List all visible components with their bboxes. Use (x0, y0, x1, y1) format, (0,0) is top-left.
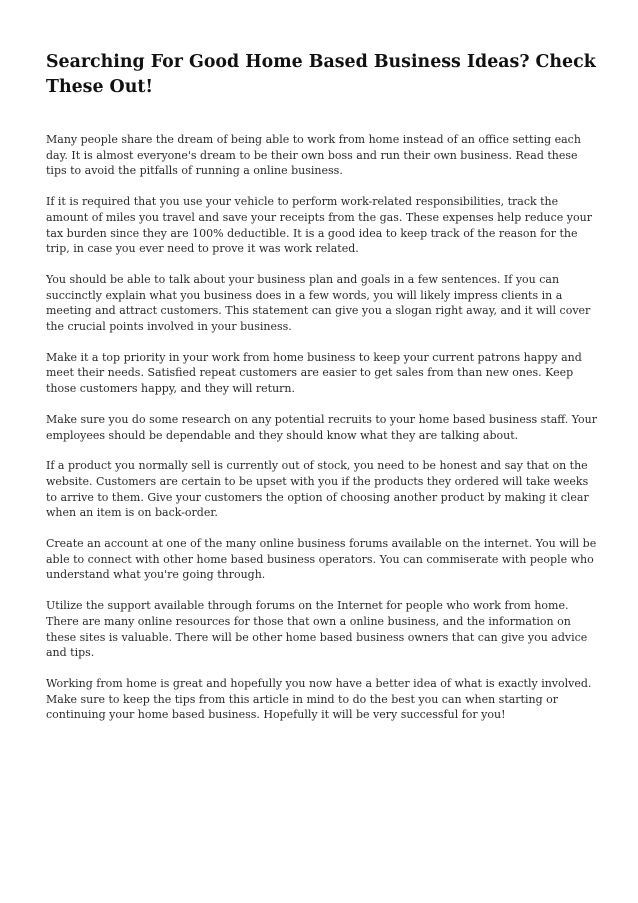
document-page (46, 50, 598, 738)
paragraph: If a product you normally sell is currently out of stock, you need to be honest and say that on the website. Customers are certain to be upset with you if the products they ordered will take weeks to arrive to them. Give your customers the option of choosing another product by making it clear when an item is on back-order. (46, 459, 589, 520)
paragraph: Make it a top priority in your work from home business to keep your current patrons happy and meet their needs. Satisfied repeat customers are easier to get sales from than new ones. Keep those customers happy, and they will return. (46, 350, 582, 396)
paragraph: Utilize the support available through forums on the Internet for people who work from home. There are many online resources for those that own a online business, and the information on these sites is valuable. There will be other home based business owners that can give you advice and tips. (46, 599, 588, 660)
document-title: Searching For Good Home Based Business Ideas? Check These Out! (46, 52, 596, 97)
paragraph: Create an account at one of the many online business forums available on the internet. You will be able to connect with other home based business operators. You can commiserate with people who understand what you're going through. (46, 537, 597, 582)
paragraph: Many people share the dream of being able to work from home instead of an office setting each day. It is almost everyone's dream to be their own boss and run their own business. Read these tips to avoid the pitfalls of running a online business. (46, 133, 581, 178)
paragraph: You should be able to talk about your business plan and goals in a few sentences. If you can succinctly explain what you business does in a few words, you will likely impress clients in a meeting and attract customers. This statement can give you a slogan right away, and it will cover the crucial points involved in your business. (46, 272, 591, 334)
paragraph: Make sure you do some research on any potential recruits to your home based business staff. Your employees should be dependable and they should know what they are talking about. (46, 412, 597, 442)
paragraph: Working from home is great and hopefully you now have a better idea of what is exactly involved. Make sure to keep the tips from this article in mind to do the best you can when starting or continuing your home based business. Hopefully it will be very successful for you! (46, 676, 592, 722)
paragraph: If it is required that you use your vehicle to perform work-related responsibilities, track the amount of miles you travel and save your receipts from the gas. These expenses help reduce your tax burden since they are 100% deductible. It is a good idea to keep track of the reason for the trip, in case you ever need to prove it was work related. (46, 195, 592, 256)
